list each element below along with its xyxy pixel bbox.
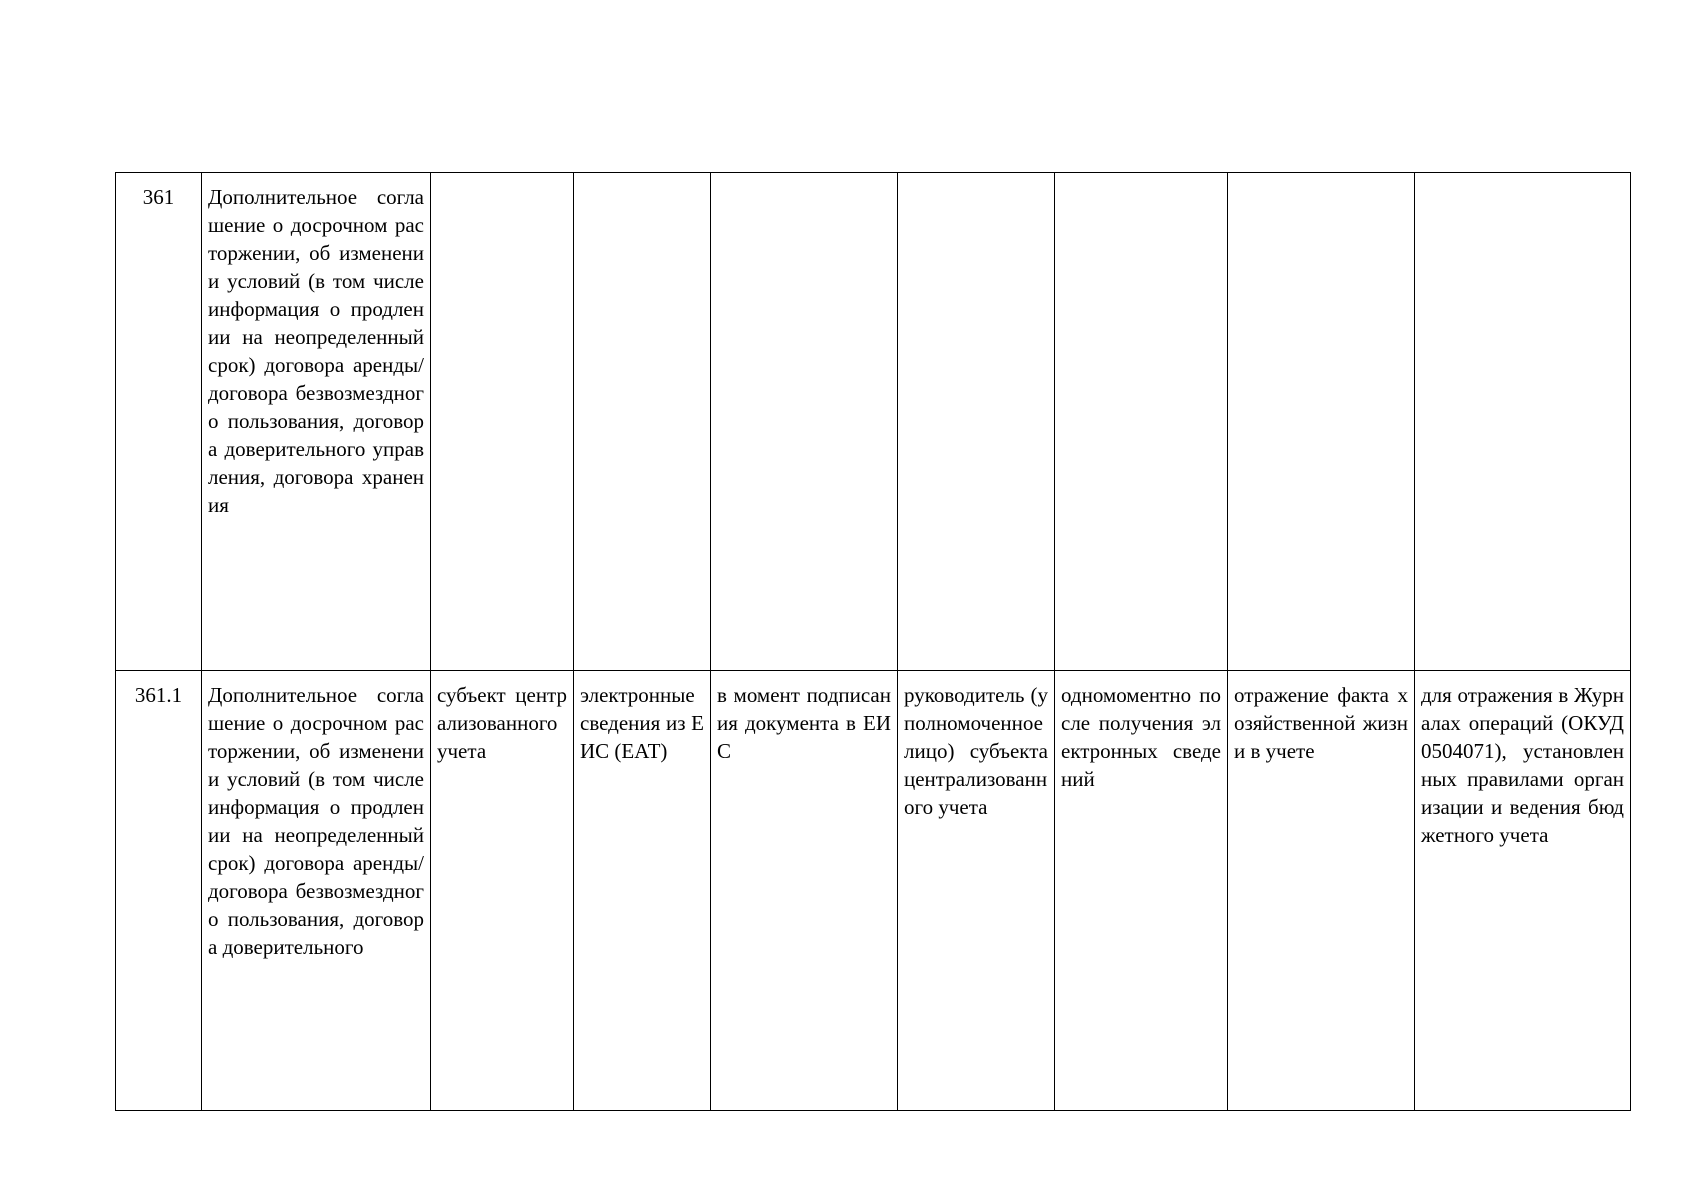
responsible: руководитель (уполномоченное лицо) субъекта централизованного учета — [904, 683, 1048, 819]
purpose-cell — [1228, 671, 1415, 1111]
timing-cell — [711, 671, 898, 1111]
document-name: Дополнительное соглашение о досрочном расторжении, об изменении условий (в том числе информация о продлении на неопределенный срок) договора аренды/договора безвозмездного пользования, договора доверительного управления, договора хранения — [208, 185, 424, 517]
document-name-cell — [202, 173, 431, 671]
usage: для отражения в Журналах операций (ОКУД 0504071), установленных правилами организации и ведения бюджетного учета — [1421, 683, 1624, 847]
document-page — [115, 172, 1630, 1111]
usage-cell — [1415, 173, 1631, 671]
row-number-cell — [116, 173, 202, 671]
frequency-cell — [1055, 671, 1228, 1111]
frequency-cell — [1055, 173, 1228, 671]
source: электронные сведения из ЕИС (ЕАТ) — [580, 683, 704, 763]
timing: в момент подписания документа в ЕИС — [717, 683, 891, 763]
responsible-cell — [898, 671, 1055, 1111]
records-table — [115, 172, 1631, 1111]
row-number-cell — [116, 671, 202, 1111]
document-name: Дополнительное соглашение о досрочном расторжении, об изменении условий (в том числе информация о продлении на неопределенный срок) договора аренды/договора безвозмездного пользования, договора доверительного — [208, 683, 424, 959]
usage-cell — [1415, 671, 1631, 1111]
row-number: 361 — [142, 185, 175, 209]
row-number: 361.1 — [134, 683, 183, 707]
source-cell — [574, 173, 711, 671]
table-row — [116, 671, 1631, 1111]
originator: субъект централизованного учета — [437, 683, 567, 763]
timing-cell — [711, 173, 898, 671]
table-row — [116, 173, 1631, 671]
purpose-cell — [1228, 173, 1415, 671]
purpose: отражение факта хозяйственной жизни в учете — [1234, 683, 1408, 763]
originator-cell — [431, 173, 574, 671]
originator-cell — [431, 671, 574, 1111]
source-cell — [574, 671, 711, 1111]
document-name-cell — [202, 671, 431, 1111]
responsible-cell — [898, 173, 1055, 671]
frequency: одномоментно после получения электронных сведений — [1061, 683, 1221, 791]
